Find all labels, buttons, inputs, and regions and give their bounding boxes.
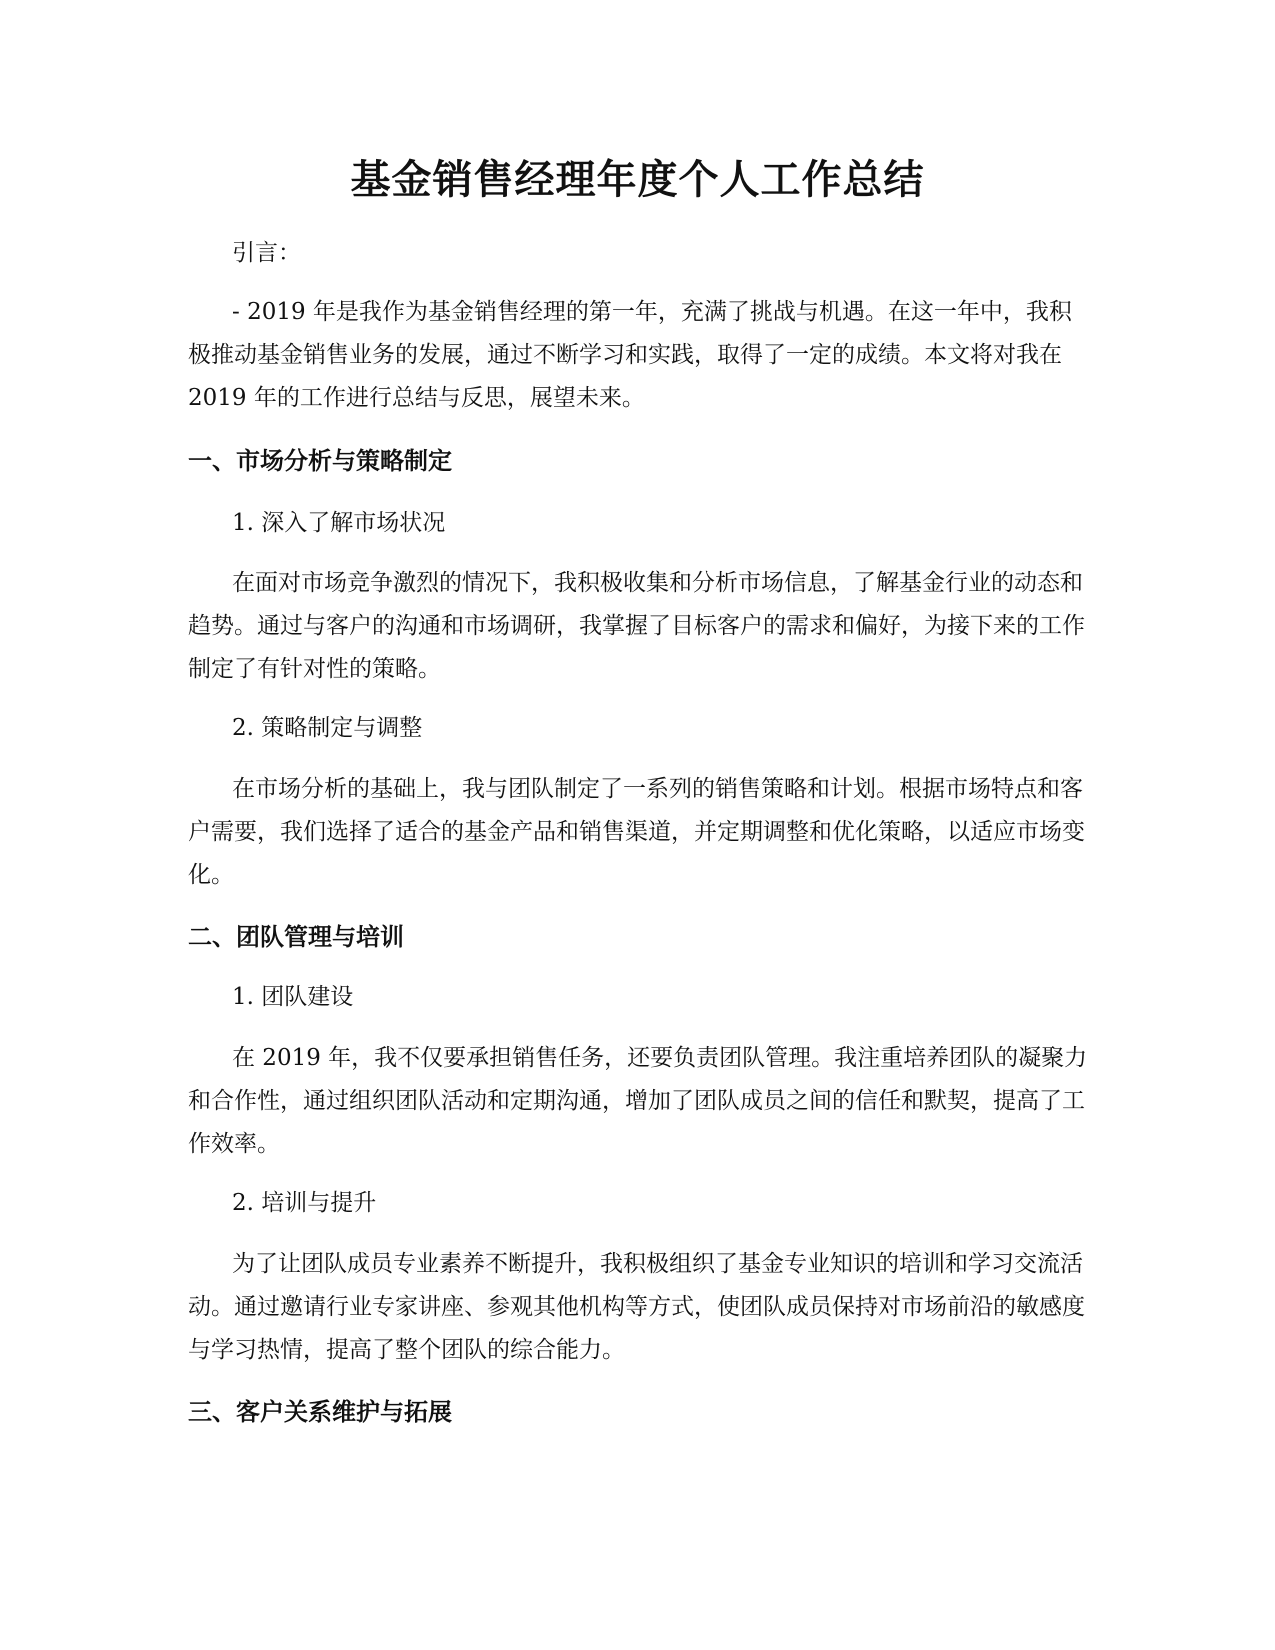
intro-paragraph: - 2019 年是我作为基金销售经理的第一年，充满了挑战与机遇。在这一年中，我积极推动基金销售业务的发展，通过不断学习和实践，取得了一定的成绩。本文将对我在 2019 年的工作进行总结与反思，展望未来。 [188,299,1072,411]
section-heading-3: 三、客户关系维护与拓展 [188,1398,452,1426]
subheading-2-1: 1. 团队建设 [232,984,354,1010]
subheading-2-2: 2. 培训与提升 [232,1190,377,1216]
document-title: 基金销售经理年度个人工作总结 [350,157,925,203]
section-heading-2: 二、团队管理与培训 [188,923,404,951]
subheading-1-2: 2. 策略制定与调整 [232,715,423,741]
subheading-1-1: 1. 深入了解市场状况 [232,510,446,536]
paragraph-1-1: 在面对市场竞争激烈的情况下，我积极收集和分析市场信息，了解基金行业的动态和趋势。通过与客户的沟通和市场调研，我掌握了目标客户的需求和偏好，为接下来的工作制定了有针对性的策略。 [188,570,1085,682]
paragraph-2-1: 在 2019 年，我不仅要承担销售任务，还要负责团队管理。我注重培养团队的凝聚力和合作性，通过组织团队活动和定期沟通，增加了团队成员之间的信任和默契，提高了工作效率。 [188,1045,1088,1157]
paragraph-2-2: 为了让团队成员专业素养不断提升，我积极组织了基金专业知识的培训和学习交流活动。通过邀请行业专家讲座、参观其他机构等方式，使团队成员保持对市场前沿的敏感度与学习热情，提高了整个团队的综合能力。 [188,1251,1085,1363]
section-heading-1: 一、市场分析与策略制定 [188,447,452,475]
paragraph-1-2: 在市场分析的基础上，我与团队制定了一系列的销售策略和计划。根据市场特点和客户需要，我们选择了适合的基金产品和销售渠道，并定期调整和优化策略，以适应市场变化。 [188,776,1085,888]
intro-label: 引言： [232,240,301,266]
